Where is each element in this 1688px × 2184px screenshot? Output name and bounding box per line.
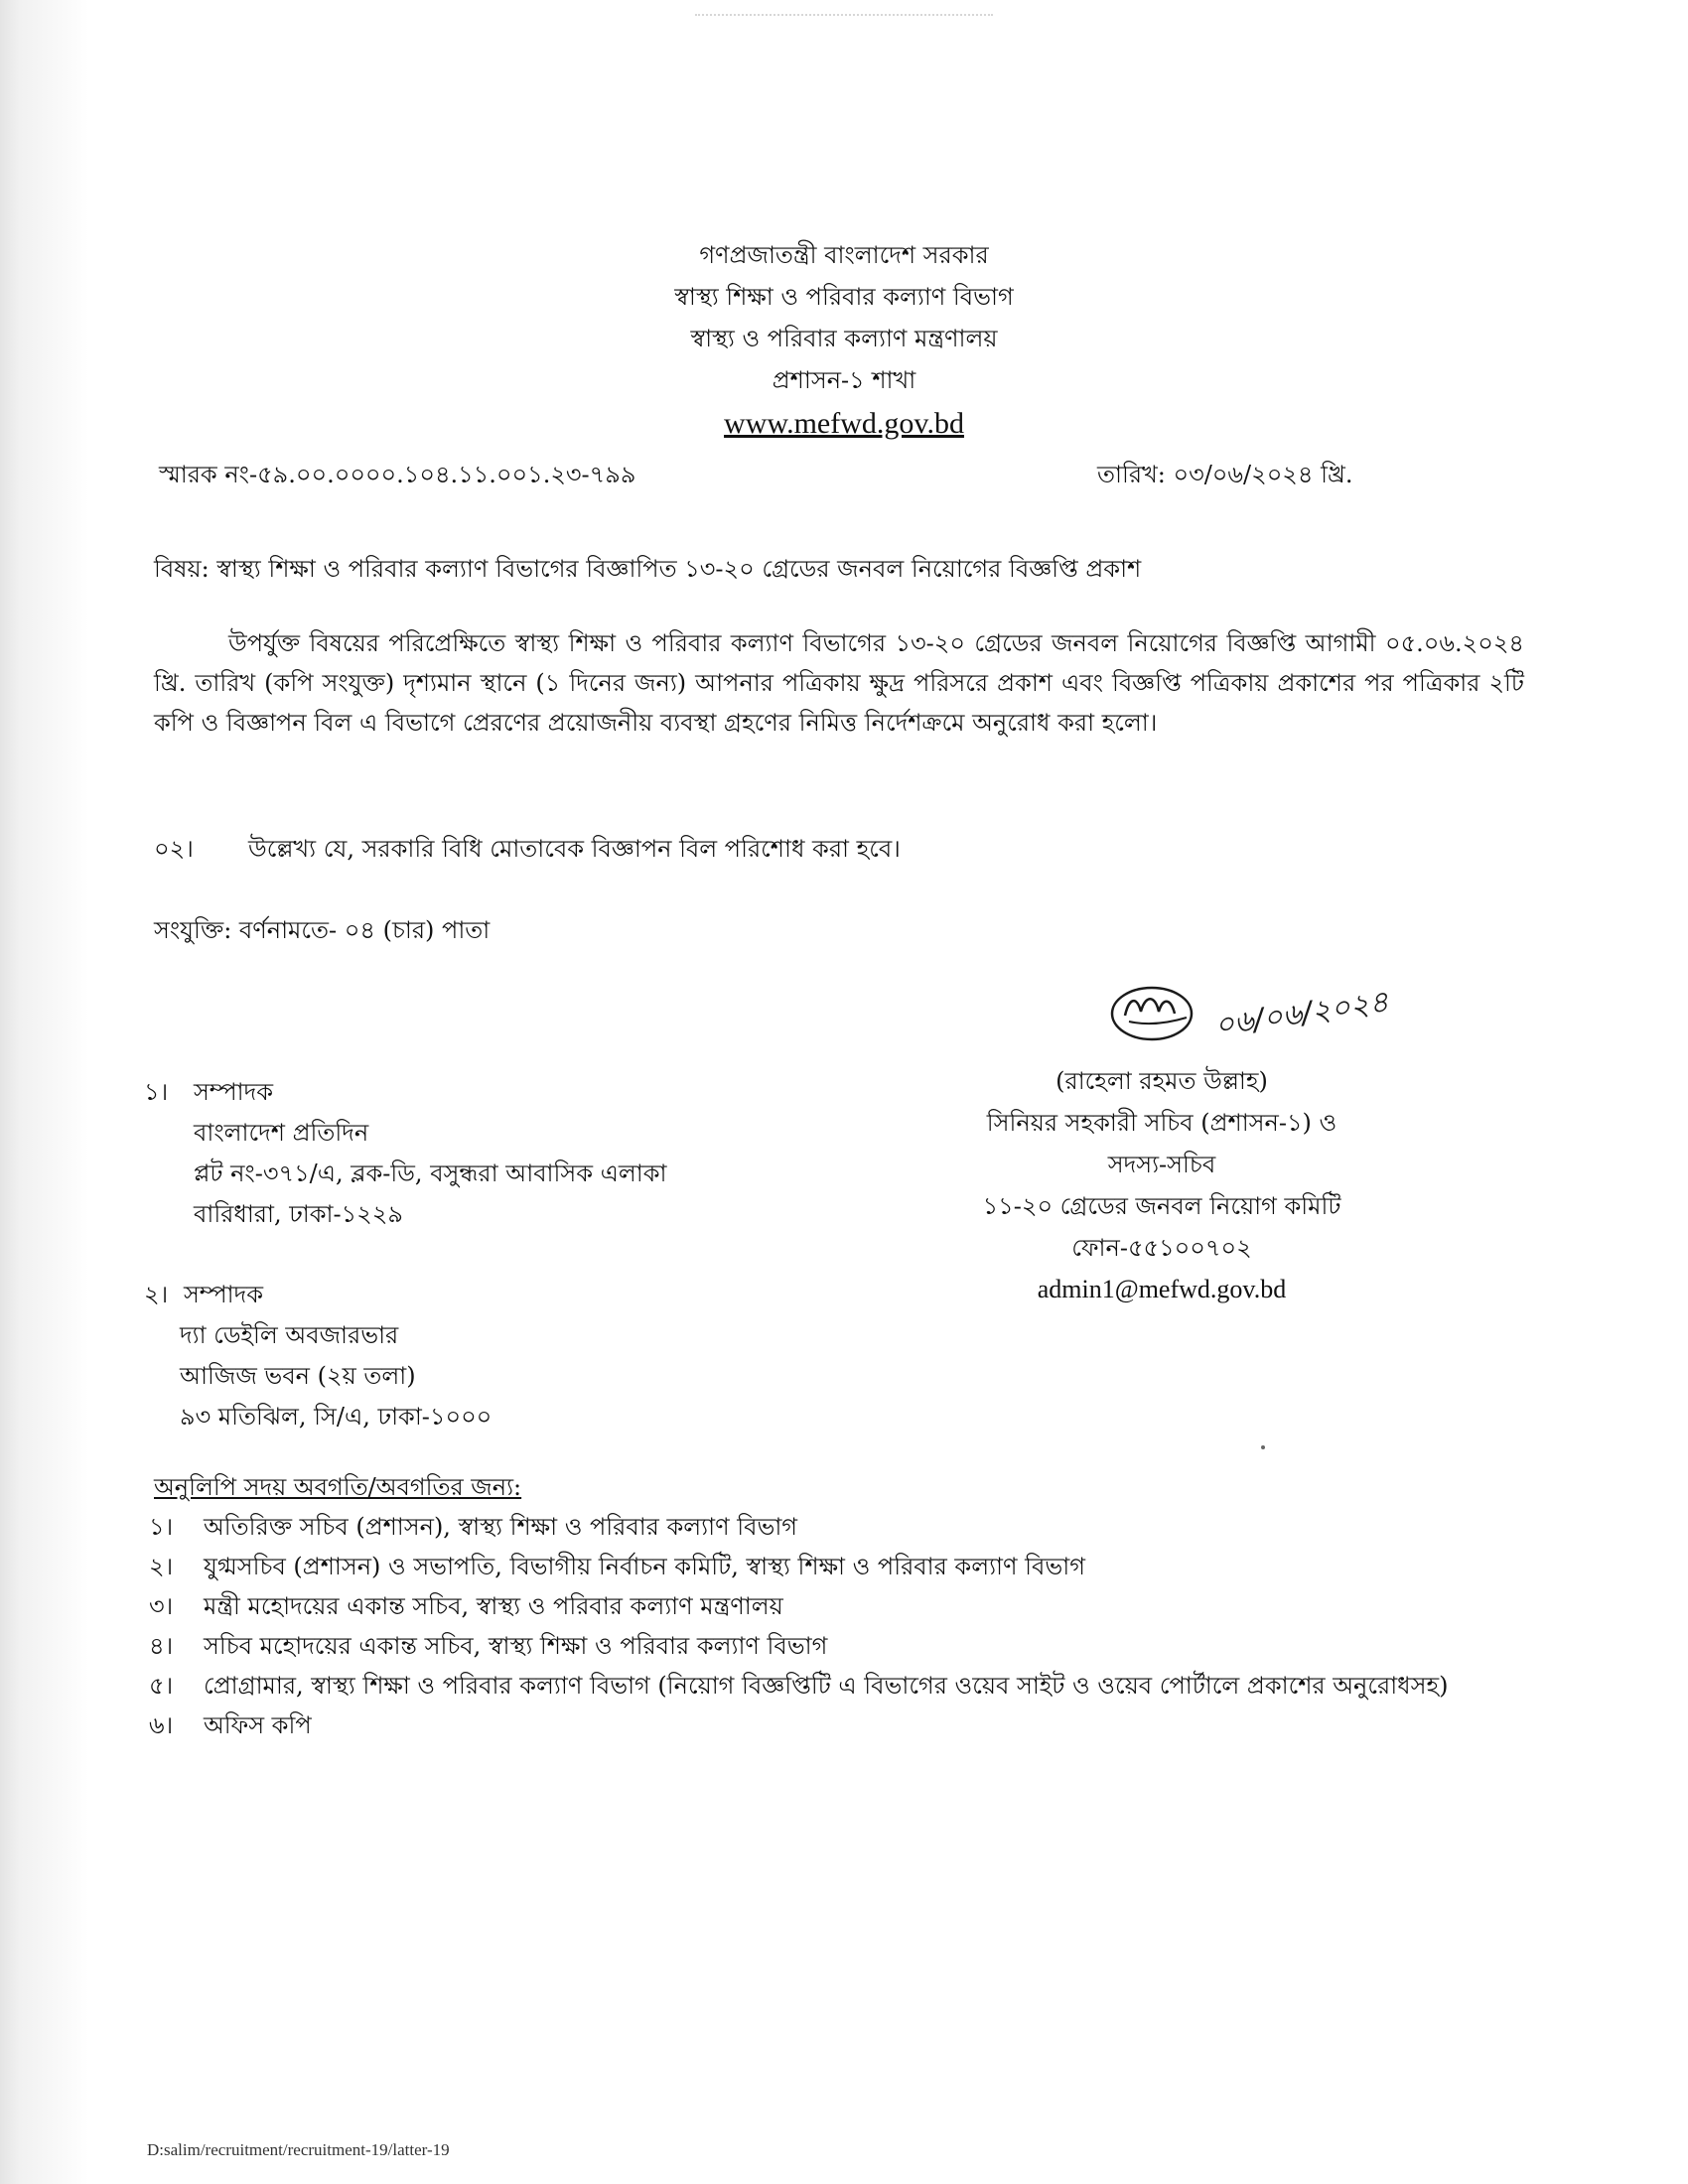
- cc-item: [149, 1666, 1529, 1706]
- subject-line: বিষয়: স্বাস্থ্য শিক্ষা ও পরিবার কল্যাণ বিভাগের বিজ্ঞাপিত ১৩-২০ গ্রেডের জনবল নিয়োগের বিজ্ঞপ্তি প্রকাশ: [154, 555, 1142, 583]
- signatory-name: (রাহেলা রহমত উল্লাহ): [1055, 1067, 1268, 1095]
- recipient-1-number: ১।: [144, 1078, 169, 1106]
- cc-item-number: ১।: [149, 1513, 174, 1541]
- signatory-email: admin1@mefwd.gov.bd: [1037, 1275, 1287, 1303]
- scan-artifact: [695, 0, 993, 16]
- file-path-footer: D:salim/recruitment/recruitment-19/latter-19: [147, 2140, 450, 2159]
- cc-item-text: সচিব মহোদয়ের একান্ত সচিব, স্বাস্থ্য শিক্ষা ও পরিবার কল্যাণ বিভাগ: [204, 1632, 828, 1660]
- memo-reference: স্মারক নং-৫৯.০০.০০০০.১০৪.১১.০০১.২৩-৭৯৯: [159, 461, 636, 488]
- recipient-2-line-2: আজিজ ভবন (২য় তলা): [180, 1362, 416, 1390]
- signature-date: ০৬/০৬/২০২৪: [1212, 984, 1391, 1043]
- cc-item-number: ৪।: [149, 1632, 174, 1660]
- cc-item-number: ৩।: [149, 1592, 174, 1620]
- recipient-2-line-1: দ্যা ডেইলি অবজারভার: [180, 1321, 399, 1349]
- signatory-block: [904, 1060, 1420, 1310]
- ministry-name: স্বাস্থ্য ও পরিবার কল্যাণ মন্ত্রণালয়: [690, 325, 998, 352]
- signatory-designation-2: সদস্য-সচিব: [1107, 1151, 1216, 1178]
- attachment-note: সংযুক্তি: বর্ণনামতে- ০৪ (চার) পাতা: [154, 916, 491, 944]
- recipient-1-line-2: প্লট নং-৩৭১/এ, ব্লক-ডি, বসুন্ধরা আবাসিক এলাকা: [194, 1160, 667, 1187]
- cc-item: [149, 1547, 1529, 1586]
- recipient-2-line-3: ৯৩ মতিঝিল, সি/এ, ঢাকা-১০০০: [180, 1403, 492, 1431]
- cc-item-number: ২।: [149, 1553, 174, 1580]
- signatory-committee: ১১-২০ গ্রেডের জনবল নিয়োগ কমিটি: [982, 1192, 1341, 1220]
- recipient-1-title: সম্পাদক: [194, 1078, 274, 1106]
- cc-heading: অনুলিপি সদয় অবগতি/অবগতির জন্য:: [154, 1473, 522, 1501]
- scan-shadow: [0, 0, 149, 2184]
- cc-item: [149, 1586, 1529, 1626]
- recipient-2: [144, 1275, 492, 1437]
- recipient-2-number: ২।: [144, 1281, 169, 1308]
- government-name: গণপ্রজাতন্ত্রী বাংলাদেশ সরকার: [699, 241, 989, 269]
- cc-item-number: ৫।: [149, 1672, 174, 1700]
- cc-item-text: অতিরিক্ত সচিব (প্রশাসন), স্বাস্থ্য শিক্ষা ও পরিবার কল্যাণ বিভাগ: [204, 1513, 798, 1541]
- cc-item: [149, 1626, 1529, 1666]
- recipient-1-line-3: বারিধারা, ঢাকা-১২২৯: [194, 1200, 403, 1228]
- cc-item-number: ৬।: [149, 1711, 174, 1739]
- paragraph-2-number: ০২।: [154, 835, 194, 863]
- branch-name: প্রশাসন-১ শাখা: [772, 366, 916, 394]
- handwritten-signature: [1107, 978, 1435, 1057]
- recipient-2-title: সম্পাদক: [184, 1281, 264, 1308]
- cc-item: [149, 1507, 1529, 1547]
- cc-item: [149, 1706, 1529, 1745]
- cc-item-text: অফিস কপি: [204, 1711, 312, 1739]
- letterhead: [447, 234, 1241, 445]
- cc-item-text: যুগ্মসচিব (প্রশাসন) ও সভাপতি, বিভাগীয় নির্বাচন কমিটি, স্বাস্থ্য শিক্ষা ও পরিবার কল্যাণ বিভাগ: [204, 1553, 1085, 1580]
- body-paragraph-2: [154, 834, 901, 864]
- paragraph-2-text: উল্লেখ্য যে, সরকারি বিধি মোতাবেক বিজ্ঞাপন বিল পরিশোধ করা হবে।: [248, 835, 901, 863]
- cc-item-text: মন্ত্রী মহোদয়ের একান্ত সচিব, স্বাস্থ্য ও পরিবার কল্যাণ মন্ত্রণালয়: [204, 1592, 783, 1620]
- cc-list: [149, 1507, 1529, 1745]
- memo-date: তারিখ: ০৩/০৬/২০২৪ খ্রি.: [1097, 461, 1353, 488]
- recipient-1-line-1: বাংলাদেশ প্রতিদিন: [194, 1119, 369, 1147]
- body-paragraph-1: [154, 623, 1524, 743]
- division-name: স্বাস্থ্য শিক্ষা ও পরিবার কল্যাণ বিভাগ: [674, 283, 1014, 311]
- recipient-1: [144, 1072, 667, 1235]
- paragraph-1-text: উপর্যুক্ত বিষয়ের পরিপ্রেক্ষিতে স্বাস্থ্য শিক্ষা ও পরিবার কল্যাণ বিভাগের ১৩-২০ গ্রেডের জনবল নিয়োগের বিজ্ঞপ্তি আগামী ০৫.০৬.২০২৪ খ্রি. তারিখ (কপি সংযুক্ত) দৃশ্যমান স্থানে (১ দিনের জন্য) আপনার পত্রিকায় ক্ষুদ্র পরিসরে প্রকাশ এবং বিজ্ঞপ্তি পত্রিকায় প্রকাশের পর পত্রিকার ২টি কপি ও বিজ্ঞাপন বিল এ বিভাগে প্রেরণের প্রয়োজনীয় ব্যবস্থা গ্রহণের নিমিত্ত নির্দেশক্রমে অনুরোধ করা হলো।: [154, 629, 1524, 737]
- cc-item-text: প্রোগ্রামার, স্বাস্থ্য শিক্ষা ও পরিবার কল্যাণ বিভাগ (নিয়োগ বিজ্ঞপ্তিটি এ বিভাগের ওয়েব সাইট ও ওয়েব পোর্টালে প্রকাশের অনুরোধসহ): [204, 1672, 1449, 1700]
- signatory-designation-1: সিনিয়র সহকারী সচিব (প্রশাসন-১) ও: [986, 1109, 1337, 1137]
- signatory-phone: ফোন-৫৫১০০৭০২: [1071, 1234, 1252, 1262]
- scan-speck: [1261, 1445, 1265, 1449]
- website-url: www.mefwd.gov.bd: [724, 407, 964, 440]
